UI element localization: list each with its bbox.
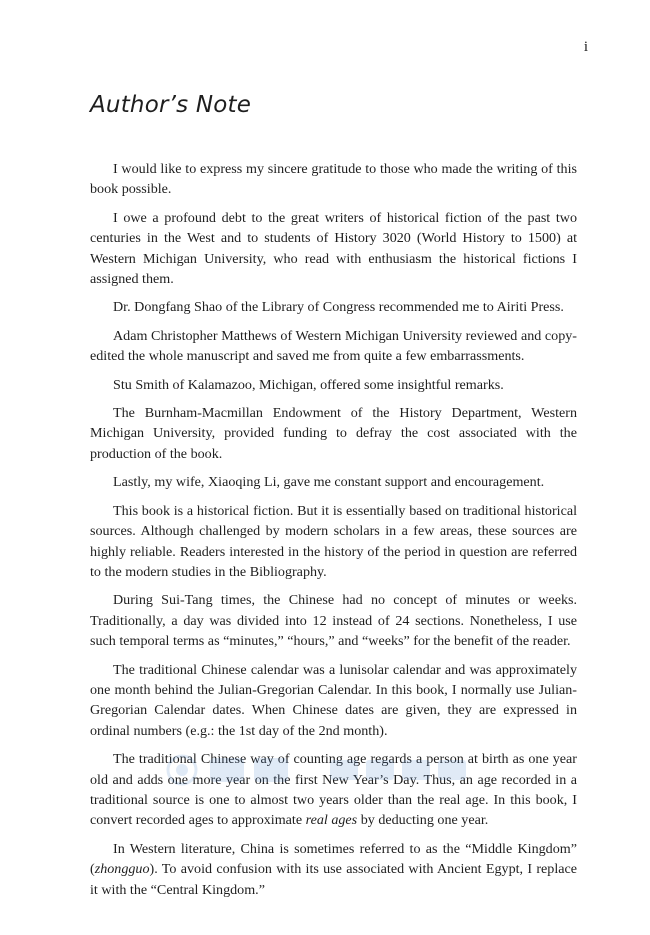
paragraph-stu-smith: Stu Smith of Kalamazoo, Michigan, offered some insightful remarks. <box>113 376 504 393</box>
paragraph-age-counting <box>90 749 577 831</box>
age-counting-text-before: The traditional Chinese way of counting age regards a person at birth as one year old and adds one more year on the first New Year’s Day. Thus, an age recorded in a traditional source is one to almost two years older than the real age. In this book, I convert recorded ages to approximate <box>90 751 577 829</box>
paragraph-adam-matthews: Adam Christopher Matthews of Western Michigan University reviewed and copy-edited the whole manuscript and saved me from quite a few embarrassments. <box>90 327 577 365</box>
paragraph-central-kingdom <box>90 839 577 900</box>
paragraph-sources: This book is a historical fiction. But it is essentially based on traditional historical sources. Although challenged by modern scholars in a few areas, these sources are highly reliable. Readers interested in the history of the period in question are referred to the modern studies in the Bibliography. <box>90 502 577 580</box>
age-counting-emphasis: real ages <box>305 812 358 829</box>
page-number: i <box>583 39 588 55</box>
paragraph-time-units: During Sui-Tang times, the Chinese had no concept of minutes or weeks. Traditionally, a day was divided into 12 instead of 24 sections. Nonetheless, I use such temporal terms as “minutes,” “hours,” and “weeks” for the benefit of the reader. <box>90 592 577 650</box>
page-title: Author’s Note <box>90 92 252 118</box>
paragraph-calendar: The traditional Chinese calendar was a lunisolar calendar and was approximately one month behind the Julian-Gregorian Calendar. In this book, I normally use Julian-Gregorian Calendar dates. When Chinese dates are given, they are expressed in ordinal numbers (e.g.: the 1st day of the 2nd month). <box>90 661 577 739</box>
paragraph-dongfang-shao: Dr. Dongfang Shao of the Library of Congress recommended me to Airiti Press. <box>113 299 564 316</box>
central-kingdom-text-after: ). To avoid confusion with its use associated with Ancient Egypt, I replace it with the “Central Kingdom.” <box>90 861 577 898</box>
paragraph-historical-fiction-debt: I owe a profound debt to the great writers of historical fiction of the past two centuries in the West and to students of History 3020 (World History to 1500) at Western Michigan University, who read with enthusiasm the historical fictions I assigned them. <box>90 209 577 288</box>
central-kingdom-text-before: In Western literature, China is sometimes referred to as the “Middle Kingdom” ( <box>90 840 577 878</box>
paragraph-wife: Lastly, my wife, Xiaoqing Li, gave me constant support and encouragement. <box>113 474 545 491</box>
body-text <box>90 159 577 908</box>
age-counting-text-after: by deducting one year. <box>357 812 489 829</box>
paragraph-endowment: The Burnham-Macmillan Endowment of the History Department, Western Michigan University, provided funding to defray the cost associated with the production of the book. <box>90 405 577 462</box>
paragraph-gratitude: I would like to express my sincere gratitude to those who made the writing of this book possible. <box>90 161 577 198</box>
central-kingdom-emphasis: zhongguo <box>94 861 150 878</box>
